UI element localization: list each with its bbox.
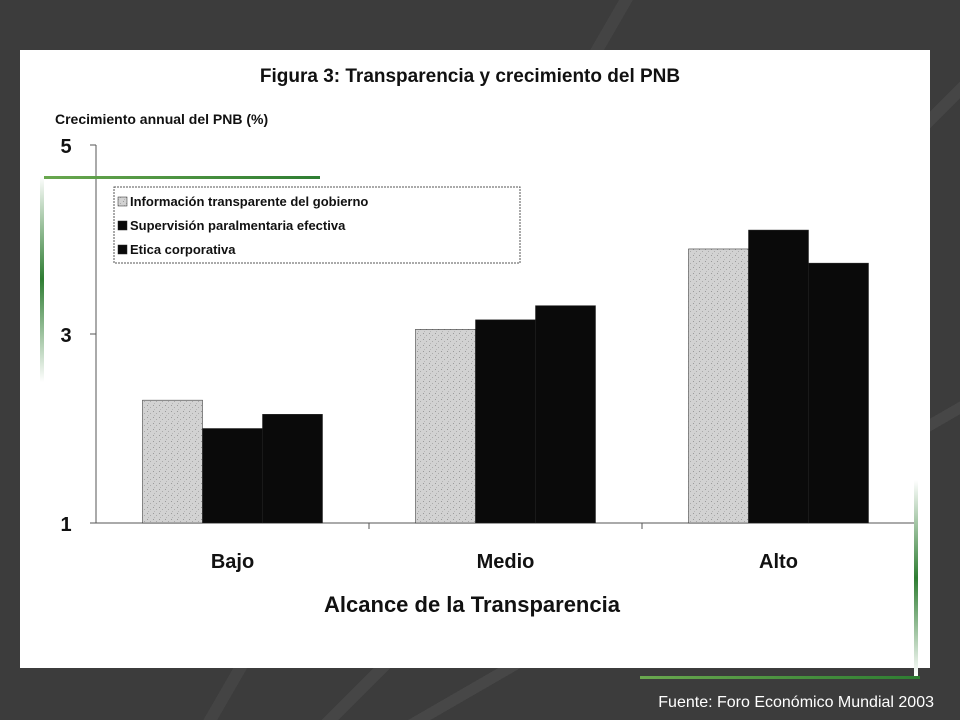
bar-chart bbox=[20, 50, 930, 668]
decorative-line-bottom bbox=[640, 676, 920, 679]
bar-medio-series-1 bbox=[416, 329, 476, 523]
x-tick-label-medio: Medio bbox=[476, 551, 535, 573]
y-axis-label: Crecimiento annual del PNB (%) bbox=[55, 111, 269, 127]
y-tick-label-2: 5 bbox=[60, 136, 72, 158]
bar-alto-series-3 bbox=[809, 263, 869, 523]
decorative-line-top bbox=[40, 176, 320, 179]
decorative-bar-left bbox=[40, 176, 44, 382]
x-tick-label-alto: Alto bbox=[759, 551, 798, 573]
legend-label-1: Información transparente del gobierno bbox=[130, 194, 369, 209]
x-axis-label: Alcance de la Transparencia bbox=[324, 592, 620, 617]
legend-swatch-3 bbox=[118, 245, 127, 254]
bar-medio-series-2 bbox=[476, 320, 536, 523]
x-tick-label-bajo: Bajo bbox=[210, 551, 255, 573]
chart-panel bbox=[20, 50, 930, 668]
source-caption: Fuente: Foro Económico Mundial 2003 bbox=[658, 694, 934, 711]
legend-label-2: Supervisión paralmentaria efectiva bbox=[130, 218, 346, 233]
bar-bajo-series-1 bbox=[143, 400, 203, 523]
legend-label-3: Etica corporativa bbox=[130, 242, 236, 257]
bar-medio-series-3 bbox=[536, 306, 596, 523]
bar-alto-series-1 bbox=[689, 249, 749, 523]
plot-area bbox=[60, 136, 915, 573]
bar-bajo-series-2 bbox=[203, 429, 263, 524]
decorative-bar-right bbox=[914, 480, 918, 676]
bar-bajo-series-3 bbox=[263, 414, 323, 523]
chart-title: Figura 3: Transparencia y crecimiento del PNB bbox=[259, 66, 681, 87]
legend-swatch-2 bbox=[118, 221, 127, 230]
legend-swatch-1 bbox=[118, 197, 127, 206]
bar-alto-series-2 bbox=[749, 230, 809, 523]
y-tick-label-0: 1 bbox=[60, 514, 72, 536]
y-tick-label-1: 3 bbox=[60, 325, 72, 347]
